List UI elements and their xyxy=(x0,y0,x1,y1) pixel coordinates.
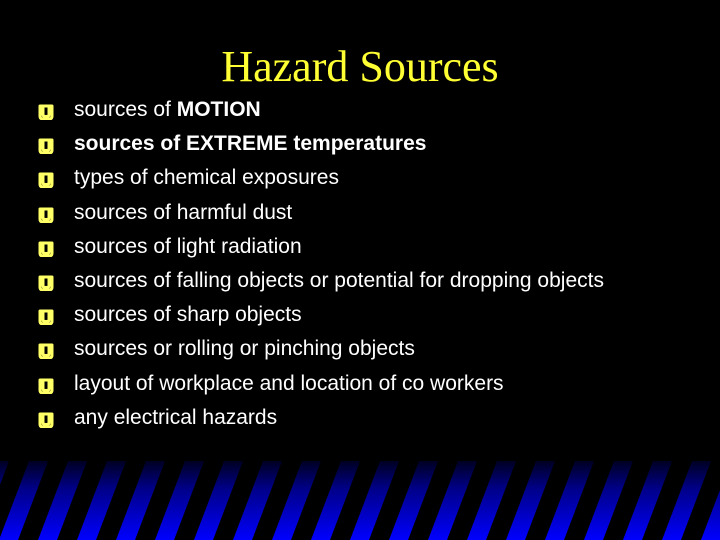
bullet-item xyxy=(38,301,604,335)
bullet-text xyxy=(74,201,292,224)
bullet-item xyxy=(38,199,604,233)
bullet-list xyxy=(38,96,604,438)
bullet-text xyxy=(74,166,339,189)
bullet-item xyxy=(38,130,604,164)
bullet-text-regular: sources of light radiation xyxy=(74,234,302,258)
diamond-bullet-icon xyxy=(38,378,54,394)
bullet-text-regular: sources of sharp objects xyxy=(74,303,302,327)
bullet-text xyxy=(74,337,415,360)
slide-title: Hazard Sources xyxy=(221,42,499,91)
bullet-text-regular: any electrical hazards xyxy=(74,405,278,429)
bullet-item xyxy=(38,164,604,198)
bullet-text-regular: sources of falling objects or potential for dropping objects xyxy=(74,268,604,292)
bullet-item xyxy=(38,96,604,130)
bullet-text xyxy=(74,235,302,258)
diamond-bullet-icon xyxy=(38,309,54,325)
diamond-bullet-icon xyxy=(38,343,54,359)
bullet-text-regular: layout of workplace and location of co workers xyxy=(74,371,504,395)
bullet-text xyxy=(74,98,261,121)
bullet-item xyxy=(38,267,604,301)
diamond-bullet-icon xyxy=(38,412,54,428)
bullet-text-bold: sources of EXTREME temperatures xyxy=(74,132,427,156)
bullet-text-bold: MOTION xyxy=(176,98,261,121)
diamond-bullet-icon xyxy=(38,241,54,257)
bullet-item xyxy=(38,404,604,438)
bullet-text-regular: sources or rolling or pinching objects xyxy=(74,337,415,361)
bullet-text xyxy=(74,372,504,395)
bullet-text-regular: types of chemical exposures xyxy=(74,166,339,190)
diamond-bullet-icon xyxy=(38,207,54,223)
bullet-text xyxy=(74,132,426,155)
bullet-text-regular: sources of xyxy=(74,98,177,121)
diagonal-stripe-band xyxy=(0,461,720,540)
bullet-item xyxy=(38,370,604,404)
bullet-text xyxy=(74,406,277,429)
bullet-item xyxy=(38,335,604,369)
bullet-item xyxy=(38,233,604,267)
diamond-bullet-icon xyxy=(38,275,54,291)
bullet-text xyxy=(74,269,604,292)
bullet-text-regular: sources of harmful dust xyxy=(74,200,293,224)
diamond-bullet-icon xyxy=(38,104,54,120)
bullet-text xyxy=(74,303,302,326)
diamond-bullet-icon xyxy=(38,138,54,154)
diamond-bullet-icon xyxy=(38,172,54,188)
